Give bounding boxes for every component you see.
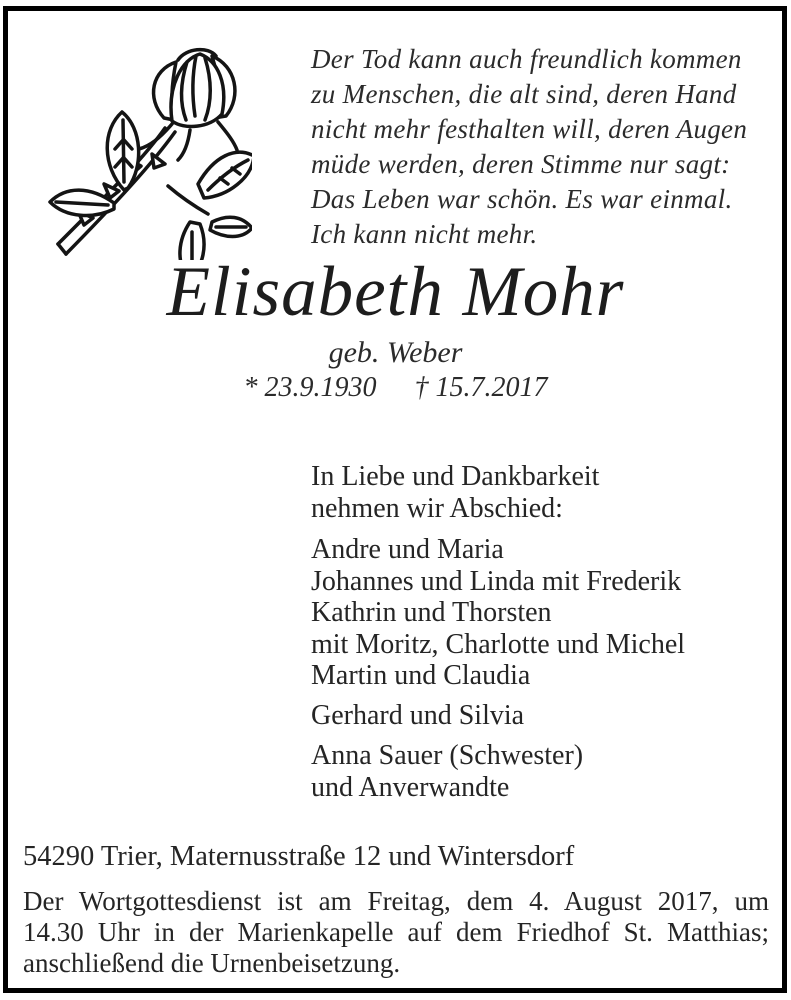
service-line: 14.30 Uhr in der Marienkapelle auf dem Friedhof St. Matthias; bbox=[23, 917, 769, 947]
farewell-intro bbox=[311, 461, 751, 524]
mourner-line: Johannes und Linda mit Frederik bbox=[311, 565, 682, 597]
farewell-intro-line: In Liebe und Dankbarkeit bbox=[311, 461, 600, 492]
mourners-friends bbox=[311, 700, 751, 732]
mourner-line: mit Moritz, Charlotte und Michel bbox=[311, 628, 686, 660]
farewell-intro-line: nehmen wir Abschied: bbox=[311, 492, 563, 524]
maiden-name: geb. Weber bbox=[328, 336, 463, 369]
rose-icon bbox=[22, 26, 252, 260]
poem-line: Ich kann nicht mehr. bbox=[311, 219, 538, 249]
address-line: 54290 Trier, Maternusstraße 12 und Wintersdorf bbox=[23, 841, 575, 872]
life-dates bbox=[0, 372, 791, 404]
birth-date: * 23.9.1930 bbox=[243, 372, 377, 403]
poem-line: Der Tod kann auch freundlich kommen bbox=[311, 44, 742, 74]
death-date: † 15.7.2017 bbox=[414, 372, 548, 403]
mourners-family bbox=[311, 534, 751, 692]
poem-line: müde werden, deren Stimme nur sagt: bbox=[311, 149, 731, 179]
mourner-line: Gerhard und Silvia bbox=[311, 699, 525, 731]
deceased-name: Elisabeth Mohr bbox=[166, 253, 625, 331]
mourner-line: und Anverwandte bbox=[311, 771, 510, 803]
farewell-section bbox=[311, 461, 751, 811]
poem-line: Das Leben war schön. Es war einmal. bbox=[311, 184, 733, 214]
poem-line: nicht mehr festhalten will, deren Augen bbox=[311, 114, 748, 144]
mourner-line: Andre und Maria bbox=[311, 534, 504, 565]
mourner-line: Anna Sauer (Schwester) bbox=[311, 740, 584, 771]
service-announcement bbox=[23, 886, 769, 979]
mourner-line: Kathrin und Thorsten bbox=[311, 597, 552, 628]
mourner-line: Martin und Claudia bbox=[311, 660, 531, 691]
service-line: anschließend die Urnenbeisetzung. bbox=[23, 948, 401, 978]
memorial-poem bbox=[311, 42, 761, 252]
mourners-relatives bbox=[311, 740, 751, 803]
service-line: Der Wortgottesdienst ist am Freitag, dem 4. August 2017, um bbox=[23, 886, 769, 916]
poem-line: zu Menschen, die alt sind, deren Hand bbox=[311, 79, 737, 109]
